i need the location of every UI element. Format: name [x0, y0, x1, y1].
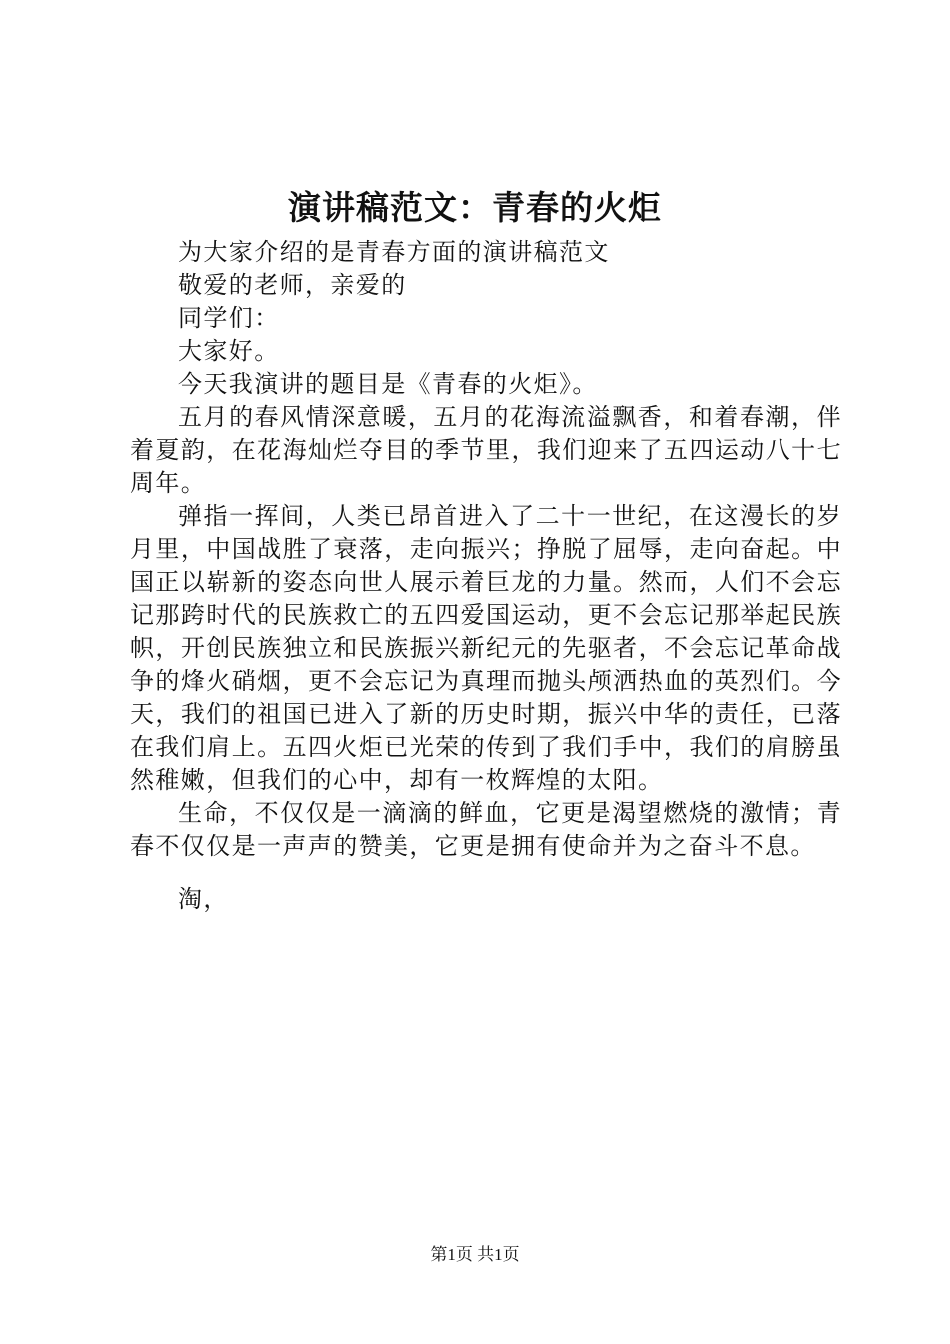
document-body [130, 236, 842, 916]
page-footer: 第1页 共1页 [430, 1245, 520, 1264]
paragraph-intro: 为大家介绍的是青春方面的演讲稿范文 [178, 238, 610, 266]
paragraph-history: 弹指一挥间，人类已昂首进入了二十一世纪，在这漫长的岁月里，中国战胜了衰落，走向振兴；挣脱了屈辱，走向奋起。中国正以崭新的姿态向世人展示着巨龙的力量。然而，人们不会忘记那跨时代的民族救亡的五四爱国运动，更不会忘记那举起民族帜，开创民族独立和民族振兴新纪元的先驱者，不会忘记革命战争的烽火硝烟，更不会忘记为真理而抛头颅洒热血的英烈们。今天，我们的祖国已进入了新的历史时期，振兴中华的责任，已落在我们肩上。五四火炬已光荣的传到了我们手中，我们的肩膀虽然稚嫩，但我们的心中，却有一枚辉煌的太阳。 [130, 502, 842, 794]
paragraph-life: 生命，不仅仅是一滴滴的鲜血，它更是渴望燃烧的激情；青春不仅仅是一声声的赞美，它更是拥有使命并为之奋斗不息。 [130, 799, 842, 860]
document-title: 演讲稿范文：青春的火炬 [288, 188, 662, 227]
paragraph-greeting-teachers: 敬爱的老师，亲爱的 [178, 271, 407, 299]
paragraph-fragment: 淘， [178, 885, 229, 913]
paragraph-greeting-students: 同学们： [178, 304, 280, 332]
paragraph-topic: 今天我演讲的题目是《青春的火炬》。 [178, 370, 598, 398]
paragraph-hello: 大家好。 [178, 337, 280, 365]
paragraph-may: 五月的春风情深意暖，五月的花海流溢飘香，和着春潮，伴着夏韵，在花海灿烂夺目的季节里，我们迎来了五四运动八十七周年。 [130, 403, 842, 497]
